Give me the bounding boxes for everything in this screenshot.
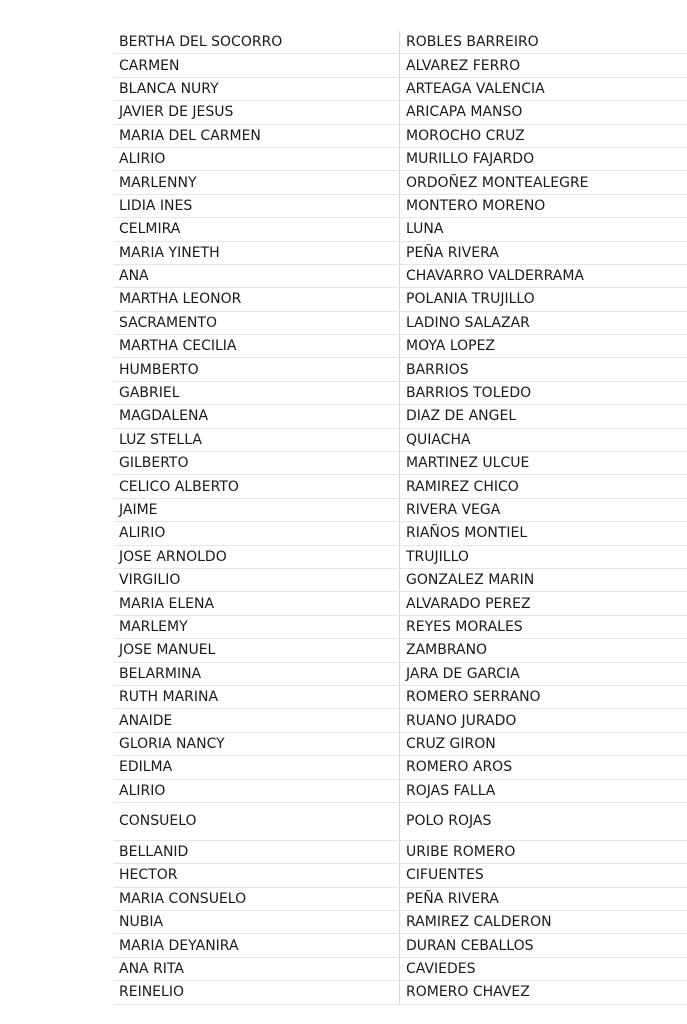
- first-name-cell: JAIME: [114, 498, 400, 521]
- table-row: [114, 381, 687, 404]
- last-name-cell: ZAMBRANO: [400, 639, 687, 662]
- first-name-cell: ANAIDE: [114, 709, 400, 732]
- first-name-cell: CELICO ALBERTO: [114, 475, 400, 498]
- first-name-cell: JAVIER DE JESUS: [114, 101, 400, 124]
- first-name-cell: JOSE MANUEL: [114, 639, 400, 662]
- last-name-cell: QUIACHA: [400, 428, 687, 451]
- first-name-cell: MARIA DEYANIRA: [114, 934, 400, 957]
- last-name-cell: CHAVARRO VALDERRAMA: [400, 264, 687, 287]
- table-row: [114, 77, 687, 100]
- last-name-cell: ARICAPA MANSO: [400, 101, 687, 124]
- last-name-cell: BARRIOS TOLEDO: [400, 381, 687, 404]
- last-name-cell: POLO ROJAS: [400, 802, 687, 840]
- first-name-cell: CELMIRA: [114, 218, 400, 241]
- last-name-cell: RUANO JURADO: [400, 709, 687, 732]
- first-name-cell: MARIA CONSUELO: [114, 887, 400, 910]
- table-row: [114, 568, 687, 591]
- last-name-cell: BARRIOS: [400, 358, 687, 381]
- table-row: [114, 887, 687, 910]
- table-row: [114, 101, 687, 124]
- last-name-cell: DIAZ DE ANGEL: [400, 405, 687, 428]
- last-name-cell: PEÑA RIVERA: [400, 887, 687, 910]
- first-name-cell: MARIA YINETH: [114, 241, 400, 264]
- last-name-cell: CRUZ GIRON: [400, 732, 687, 755]
- table-row: [114, 147, 687, 170]
- first-name-cell: NUBIA: [114, 911, 400, 934]
- table-row: [114, 124, 687, 147]
- first-name-cell: MAGDALENA: [114, 405, 400, 428]
- table-row: [114, 171, 687, 194]
- first-name-cell: HUMBERTO: [114, 358, 400, 381]
- last-name-cell: RAMIREZ CALDERON: [400, 911, 687, 934]
- first-name-cell: RUTH MARINA: [114, 685, 400, 708]
- table-row: [114, 685, 687, 708]
- last-name-cell: ALVARADO PEREZ: [400, 592, 687, 615]
- table-row: [114, 358, 687, 381]
- first-name-cell: MARTHA CECILIA: [114, 335, 400, 358]
- last-name-cell: MOROCHO CRUZ: [400, 124, 687, 147]
- table-row: [114, 840, 687, 863]
- table-row: [114, 498, 687, 521]
- table-row: [114, 288, 687, 311]
- first-name-cell: HECTOR: [114, 864, 400, 887]
- table-row: [114, 709, 687, 732]
- first-name-cell: LUZ STELLA: [114, 428, 400, 451]
- first-name-cell: ANA RITA: [114, 957, 400, 980]
- first-name-cell: BLANCA NURY: [114, 77, 400, 100]
- table-row: [114, 981, 687, 1004]
- names-table-body: [114, 31, 687, 1004]
- first-name-cell: CARMEN: [114, 54, 400, 77]
- table-row: [114, 54, 687, 77]
- table-row: [114, 756, 687, 779]
- last-name-cell: JARA DE GARCIA: [400, 662, 687, 685]
- last-name-cell: MARTINEZ ULCUE: [400, 452, 687, 475]
- last-name-cell: MURILLO FAJARDO: [400, 147, 687, 170]
- first-name-cell: MARLENNY: [114, 171, 400, 194]
- first-name-cell: ALIRIO: [114, 779, 400, 802]
- last-name-cell: LADINO SALAZAR: [400, 311, 687, 334]
- first-name-cell: MARTHA LEONOR: [114, 288, 400, 311]
- last-name-cell: CIFUENTES: [400, 864, 687, 887]
- first-name-cell: CONSUELO: [114, 802, 400, 840]
- last-name-cell: TRUJILLO: [400, 545, 687, 568]
- last-name-cell: RIVERA VEGA: [400, 498, 687, 521]
- table-row: [114, 475, 687, 498]
- first-name-cell: ANA: [114, 264, 400, 287]
- table-row: [114, 957, 687, 980]
- last-name-cell: RAMIREZ CHICO: [400, 475, 687, 498]
- first-name-cell: VIRGILIO: [114, 568, 400, 591]
- first-name-cell: ALIRIO: [114, 147, 400, 170]
- table-row: [114, 802, 687, 840]
- first-name-cell: EDILMA: [114, 756, 400, 779]
- last-name-cell: ROJAS FALLA: [400, 779, 687, 802]
- table-row: [114, 732, 687, 755]
- table-row: [114, 592, 687, 615]
- first-name-cell: LIDIA INES: [114, 194, 400, 217]
- last-name-cell: ORDOÑEZ MONTEALEGRE: [400, 171, 687, 194]
- first-name-cell: JOSE ARNOLDO: [114, 545, 400, 568]
- table-row: [114, 264, 687, 287]
- last-name-cell: DURAN CEBALLOS: [400, 934, 687, 957]
- table-row: [114, 615, 687, 638]
- last-name-cell: ROMERO AROS: [400, 756, 687, 779]
- table-row: [114, 864, 687, 887]
- names-table: [114, 31, 687, 1005]
- first-name-cell: MARIA ELENA: [114, 592, 400, 615]
- table-row: [114, 31, 687, 54]
- first-name-cell: GILBERTO: [114, 452, 400, 475]
- last-name-cell: ALVAREZ FERRO: [400, 54, 687, 77]
- first-name-cell: BELARMINA: [114, 662, 400, 685]
- first-name-cell: SACRAMENTO: [114, 311, 400, 334]
- table-row: [114, 335, 687, 358]
- first-name-cell: MARLEMY: [114, 615, 400, 638]
- table-row: [114, 639, 687, 662]
- table-row: [114, 452, 687, 475]
- last-name-cell: CAVIEDES: [400, 957, 687, 980]
- last-name-cell: URIBE ROMERO: [400, 840, 687, 863]
- table-row: [114, 779, 687, 802]
- last-name-cell: GONZALEZ MARIN: [400, 568, 687, 591]
- first-name-cell: GLORIA NANCY: [114, 732, 400, 755]
- table-row: [114, 194, 687, 217]
- table-row: [114, 662, 687, 685]
- last-name-cell: MONTERO MORENO: [400, 194, 687, 217]
- last-name-cell: ROBLES BARREIRO: [400, 31, 687, 54]
- table-row: [114, 241, 687, 264]
- first-name-cell: GABRIEL: [114, 381, 400, 404]
- last-name-cell: PEÑA RIVERA: [400, 241, 687, 264]
- table-row: [114, 311, 687, 334]
- last-name-cell: RIAÑOS MONTIEL: [400, 522, 687, 545]
- table-row: [114, 522, 687, 545]
- last-name-cell: MOYA LOPEZ: [400, 335, 687, 358]
- table-row: [114, 428, 687, 451]
- first-name-cell: REINELIO: [114, 981, 400, 1004]
- first-name-cell: ALIRIO: [114, 522, 400, 545]
- last-name-cell: REYES MORALES: [400, 615, 687, 638]
- first-name-cell: BERTHA DEL SOCORRO: [114, 31, 400, 54]
- table-row: [114, 218, 687, 241]
- table-row: [114, 545, 687, 568]
- last-name-cell: LUNA: [400, 218, 687, 241]
- table-row: [114, 911, 687, 934]
- last-name-cell: ARTEAGA VALENCIA: [400, 77, 687, 100]
- table-row: [114, 934, 687, 957]
- table-row: [114, 405, 687, 428]
- last-name-cell: ROMERO CHAVEZ: [400, 981, 687, 1004]
- last-name-cell: ROMERO SERRANO: [400, 685, 687, 708]
- first-name-cell: BELLANID: [114, 840, 400, 863]
- first-name-cell: MARIA DEL CARMEN: [114, 124, 400, 147]
- last-name-cell: POLANIA TRUJILLO: [400, 288, 687, 311]
